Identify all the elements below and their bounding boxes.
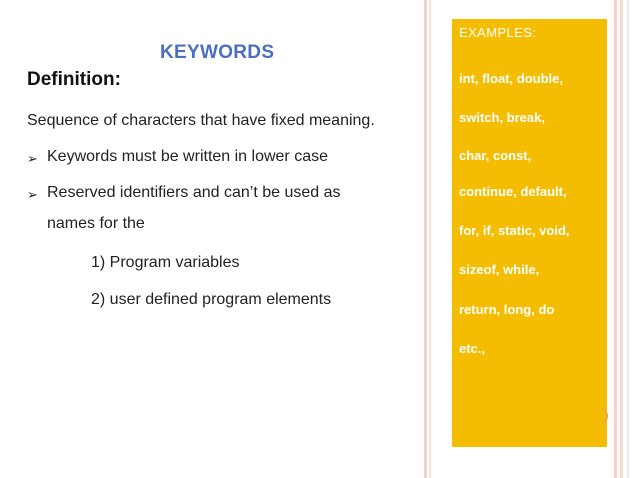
sub-item: 2) user defined program elements bbox=[91, 291, 332, 308]
decorative-stripe bbox=[627, 0, 629, 478]
slide-title: KEYWORDS bbox=[160, 42, 275, 63]
example-line: return, long, do bbox=[459, 302, 555, 317]
bullet-arrow-icon: ➢ bbox=[27, 187, 38, 202]
example-line: int, float, double, bbox=[459, 71, 563, 86]
example-line: char, const, bbox=[459, 148, 532, 163]
decorative-stripe bbox=[429, 0, 431, 478]
examples-heading: EXAMPLES: bbox=[459, 25, 537, 40]
example-line: etc., bbox=[459, 341, 486, 356]
bullet-continuation: names for the bbox=[47, 215, 145, 232]
definition-heading: Definition: bbox=[27, 69, 121, 90]
decorative-stripe bbox=[614, 0, 617, 478]
bullet-item: Keywords must be written in lower case bbox=[47, 148, 328, 165]
bullet-arrow-icon: ➢ bbox=[27, 151, 38, 166]
decorative-stripe bbox=[620, 0, 623, 478]
example-line: sizeof, while, bbox=[459, 262, 540, 277]
sub-item: 1) Program variables bbox=[91, 254, 240, 271]
example-line: continue, default, bbox=[459, 184, 567, 199]
decorative-stripe bbox=[424, 0, 427, 478]
example-line: switch, break, bbox=[459, 110, 545, 125]
example-line: for, if, static, void, bbox=[459, 223, 570, 238]
definition-text: Sequence of characters that have fixed meaning. bbox=[27, 112, 375, 129]
bullet-item: Reserved identifiers and can’t be used as bbox=[47, 184, 341, 201]
